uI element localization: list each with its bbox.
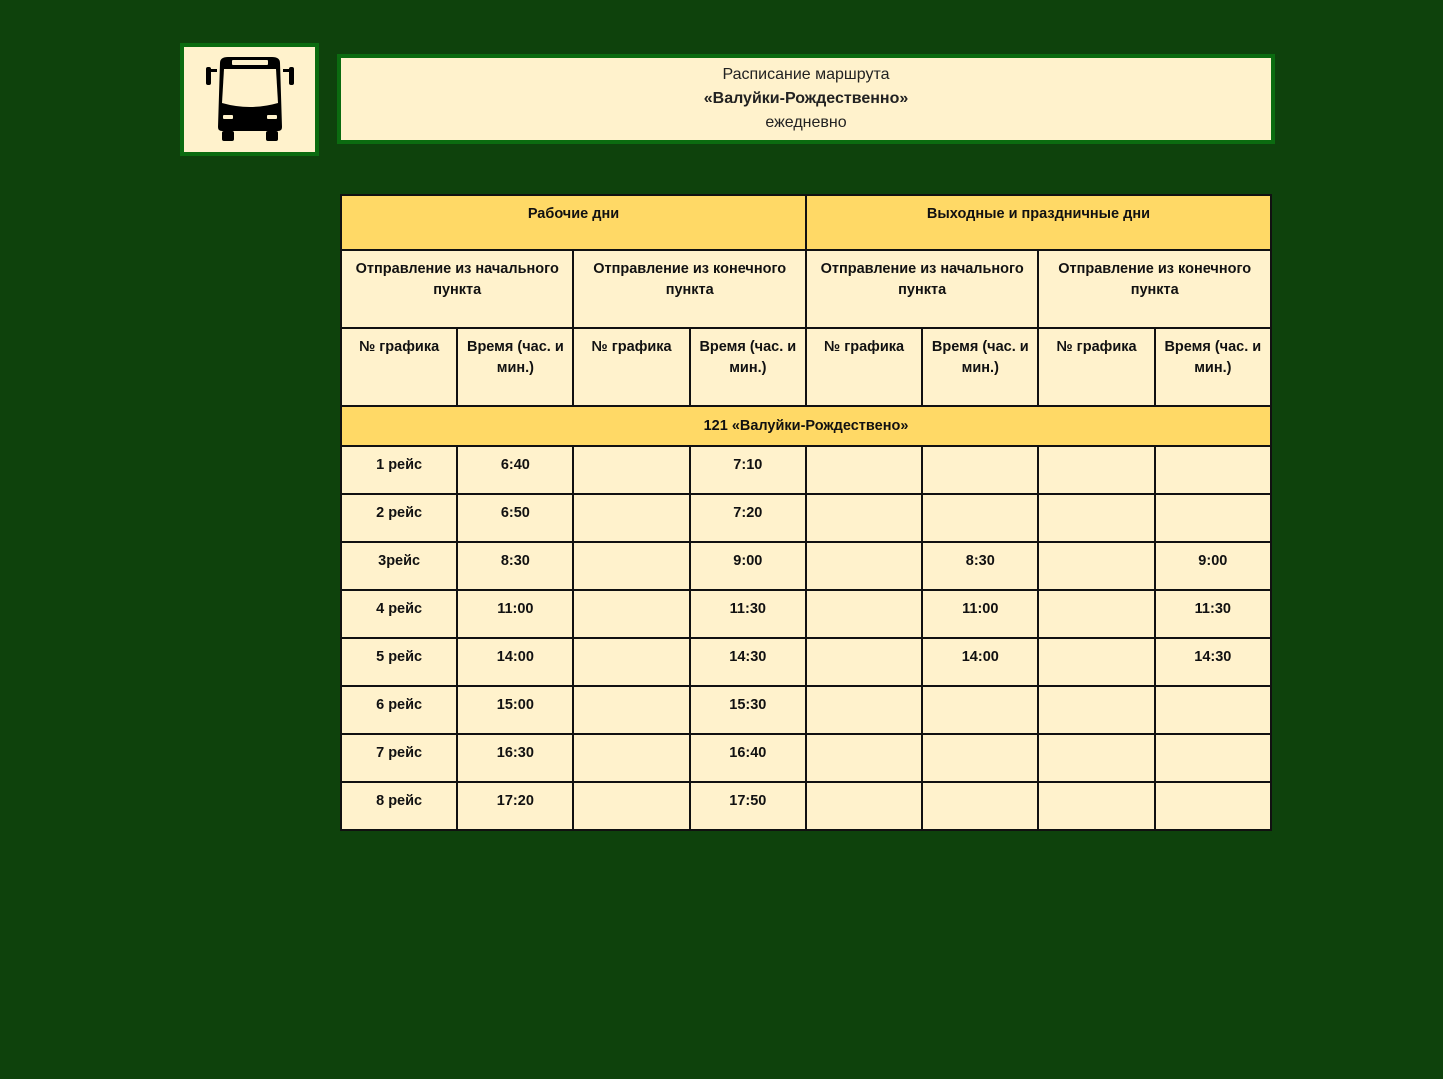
cell-we-start-time: 11:00 (922, 590, 1038, 638)
cell-trip: 7 рейс (341, 734, 457, 782)
cell-we-end-no (1038, 782, 1154, 830)
cell-wd-end-no (573, 494, 689, 542)
cell-trip: 1 рейс (341, 446, 457, 494)
wd-from-start-header: Отправление из начального пункта (341, 250, 573, 328)
bus-icon-box (180, 43, 319, 156)
we-from-end-header: Отправление из конечного пункта (1038, 250, 1271, 328)
bus-icon (204, 57, 296, 143)
cell-wd-start-time: 6:50 (457, 494, 573, 542)
cell-wd-start-time: 6:40 (457, 446, 573, 494)
cell-trip: 2 рейс (341, 494, 457, 542)
wd-from-end-header: Отправление из конечного пункта (573, 250, 805, 328)
col-schedule-no: № графика (806, 328, 922, 406)
cell-trip: 3рейс (341, 542, 457, 590)
header-frequency: ежедневно (765, 114, 847, 131)
cell-we-end-no (1038, 638, 1154, 686)
cell-we-end-no (1038, 542, 1154, 590)
cell-we-end-time: 14:30 (1155, 638, 1271, 686)
cell-we-end-no (1038, 734, 1154, 782)
cell-we-end-time (1155, 734, 1271, 782)
cell-wd-end-no (573, 590, 689, 638)
schedule-table (340, 194, 1272, 831)
cell-wd-start-time: 8:30 (457, 542, 573, 590)
cell-wd-end-no (573, 446, 689, 494)
workdays-header: Рабочие дни (341, 195, 806, 250)
cell-we-start-time (922, 446, 1038, 494)
cell-we-end-time (1155, 446, 1271, 494)
cell-wd-end-time: 11:30 (690, 590, 806, 638)
cell-we-start-time (922, 782, 1038, 830)
table-row (341, 542, 1271, 590)
col-time: Время (час. и мин.) (922, 328, 1038, 406)
table-row (341, 590, 1271, 638)
cell-we-end-time (1155, 782, 1271, 830)
table-row (341, 734, 1271, 782)
schedule-header (337, 54, 1275, 144)
cell-trip: 4 рейс (341, 590, 457, 638)
cell-wd-start-time: 17:20 (457, 782, 573, 830)
cell-wd-end-no (573, 686, 689, 734)
cell-wd-start-time: 11:00 (457, 590, 573, 638)
cell-we-start-time (922, 686, 1038, 734)
cell-wd-end-time: 7:10 (690, 446, 806, 494)
cell-we-start-time (922, 494, 1038, 542)
col-time: Время (час. и мин.) (457, 328, 573, 406)
cell-wd-start-time: 14:00 (457, 638, 573, 686)
table-row (341, 686, 1271, 734)
cell-trip: 5 рейс (341, 638, 457, 686)
col-schedule-no: № графика (1038, 328, 1154, 406)
cell-wd-end-time: 16:40 (690, 734, 806, 782)
cell-we-end-no (1038, 686, 1154, 734)
cell-we-start-no (806, 686, 922, 734)
cell-we-end-time (1155, 494, 1271, 542)
cell-we-start-no (806, 638, 922, 686)
cell-we-start-no (806, 446, 922, 494)
cell-wd-end-time: 17:50 (690, 782, 806, 830)
cell-wd-end-time: 9:00 (690, 542, 806, 590)
cell-we-start-no (806, 494, 922, 542)
cell-trip: 6 рейс (341, 686, 457, 734)
we-from-start-header: Отправление из начального пункта (806, 250, 1038, 328)
cell-we-end-no (1038, 494, 1154, 542)
cell-wd-end-time: 7:20 (690, 494, 806, 542)
cell-we-start-no (806, 734, 922, 782)
header-route-name: «Валуйки-Рождественно» (703, 90, 909, 107)
cell-we-end-time: 9:00 (1155, 542, 1271, 590)
table-row (341, 446, 1271, 494)
cell-we-start-no (806, 590, 922, 638)
cell-wd-end-no (573, 542, 689, 590)
col-time: Время (час. и мин.) (690, 328, 806, 406)
col-schedule-no: № графика (341, 328, 457, 406)
cell-wd-end-no (573, 638, 689, 686)
cell-we-start-no (806, 782, 922, 830)
route-title-row: 121 «Валуйки-Рождествено» (341, 406, 1271, 446)
cell-wd-end-time: 15:30 (690, 686, 806, 734)
cell-we-end-time (1155, 686, 1271, 734)
header-title: Расписание маршрута (722, 66, 890, 83)
cell-wd-end-time: 14:30 (690, 638, 806, 686)
table-row (341, 494, 1271, 542)
cell-wd-start-time: 16:30 (457, 734, 573, 782)
cell-we-start-time: 8:30 (922, 542, 1038, 590)
table-row (341, 782, 1271, 830)
col-schedule-no: № графика (573, 328, 689, 406)
cell-we-end-no (1038, 446, 1154, 494)
cell-we-end-no (1038, 590, 1154, 638)
weekends-header: Выходные и праздничные дни (806, 195, 1271, 250)
col-time: Время (час. и мин.) (1155, 328, 1271, 406)
cell-wd-end-no (573, 734, 689, 782)
cell-we-start-time (922, 734, 1038, 782)
cell-we-end-time: 11:30 (1155, 590, 1271, 638)
cell-wd-end-no (573, 782, 689, 830)
cell-trip: 8 рейс (341, 782, 457, 830)
table-row (341, 638, 1271, 686)
cell-wd-start-time: 15:00 (457, 686, 573, 734)
cell-we-start-time: 14:00 (922, 638, 1038, 686)
cell-we-start-no (806, 542, 922, 590)
